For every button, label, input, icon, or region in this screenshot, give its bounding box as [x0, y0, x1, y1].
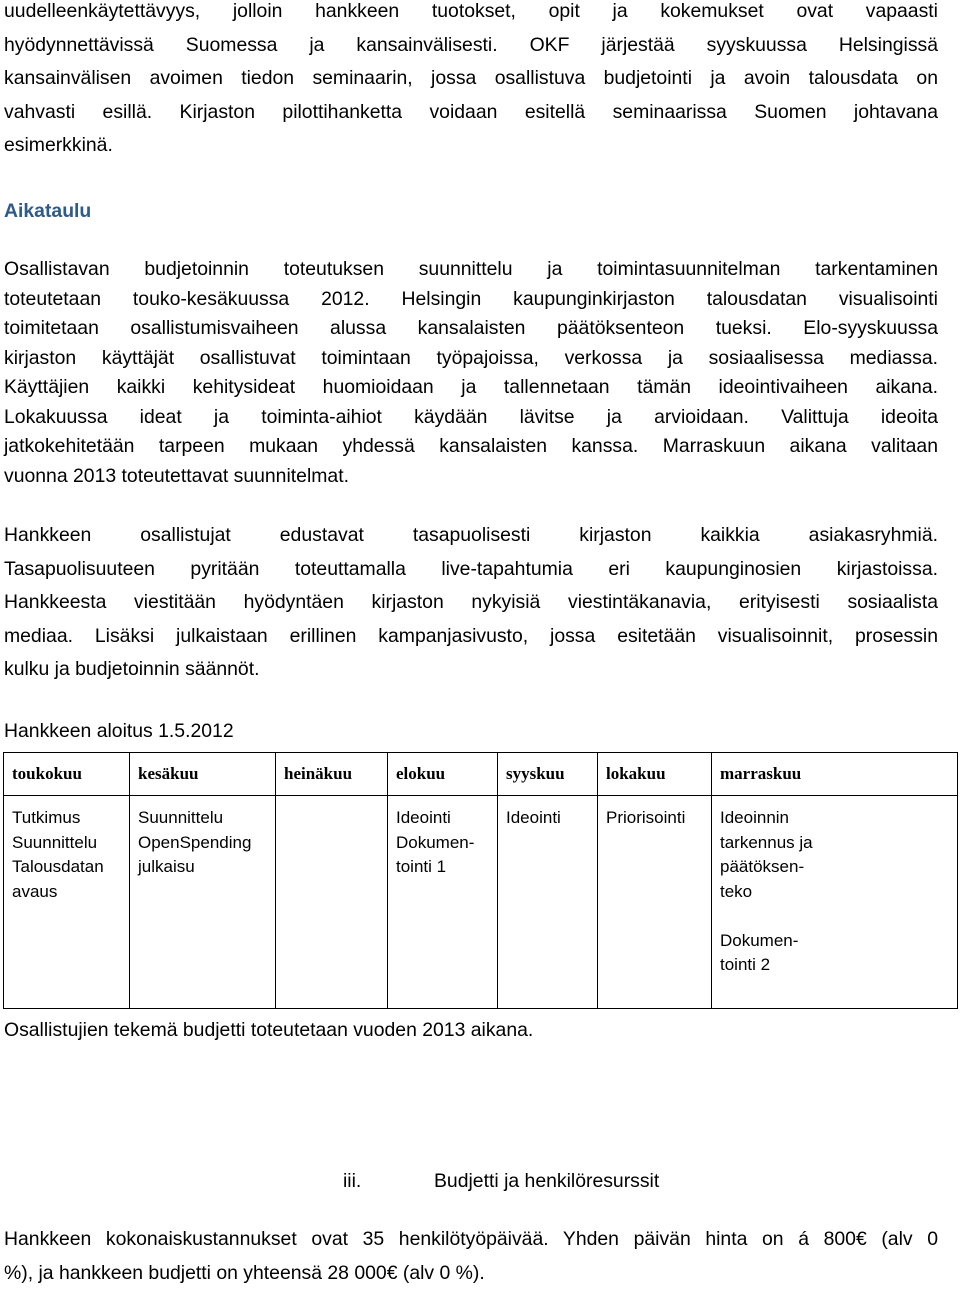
activity-text: Dokumen-: [720, 929, 949, 954]
schedule-table: [3, 752, 958, 1009]
text-line: esimerkkinä.: [4, 129, 938, 163]
text-line: jatkokehitetään tarpeen mukaan yhdessä kansalaisten kanssa. Marraskuun aikana valitaan: [4, 430, 938, 464]
activity-text: tointi 2: [720, 953, 949, 978]
activity-cell: [130, 796, 276, 1009]
text-line: hyödynnettävissä Suomessa ja kansainvälisesti. OKF järjestää syyskuussa Helsingissä: [4, 29, 938, 63]
section-title: Budjetti ja henkilöresurssit: [434, 1170, 659, 1192]
aikataulu-paragraph: [4, 253, 938, 493]
text-line: Hankkeesta viestitään hyödyntäen kirjaston nykyisiä viestintäkanavia, erityisesti sosiaalista: [4, 586, 938, 620]
month-header: kesäkuu: [130, 753, 276, 796]
spacer: [720, 904, 949, 929]
activity-text: Suunnittelu: [12, 831, 121, 856]
activity-text: julkaisu: [138, 855, 267, 880]
activity-cell: [388, 796, 498, 1009]
activity-text: teko: [720, 880, 949, 905]
activity-text: Talousdatan: [12, 855, 121, 880]
activity-text: Ideoinnin: [720, 806, 949, 831]
text-line: vuonna 2013 toteutettavat suunnitelmat.: [4, 460, 938, 494]
text-line: Hankkeen kokonaiskustannukset ovat 35 henkilötyöpäivää. Yhden päivän hinta on á 800€ (alv 0: [4, 1223, 938, 1257]
schedule-header-row: [4, 753, 958, 796]
month-header: toukokuu: [4, 753, 130, 796]
text-line: Hankkeen osallistujat edustavat tasapuolisesti kirjaston kaikkia asiakasryhmiä.: [4, 519, 938, 553]
schedule-activity-row: [4, 796, 958, 1009]
text-line: kirjaston käyttäjät osallistuvat toimintaan työpajoissa, verkossa ja sosiaalisessa mediassa.: [4, 342, 938, 376]
activity-text: Ideointi: [396, 806, 489, 831]
activity-text: Tutkimus: [12, 806, 121, 831]
text-line: kansainvälisen avoimen tiedon seminaarin, jossa osallistuva budjetointi ja avoin talousdata on: [4, 62, 938, 96]
budget-paragraph: [4, 1223, 938, 1290]
activity-text: OpenSpending: [138, 831, 267, 856]
text-line: mediaa. Lisäksi julkaistaan erillinen kampanjasivusto, jossa esitetään visualisoinnit, prosessin: [4, 620, 938, 654]
section-number: iii.: [343, 1166, 434, 1196]
text-line: vahvasti esillä. Kirjaston pilottihanketta voidaan esitellä seminaarissa Suomen johtavana: [4, 96, 938, 130]
text-line: Käyttäjien kaikki kehitysideat huomioidaan ja tallennetaan tämän ideointivaiheen aikana.: [4, 371, 938, 405]
month-header: heinäkuu: [276, 753, 388, 796]
text-line: uudelleenkäytettävyys, jolloin hankkeen tuotokset, opit ja kokemukset ovat vapaasti: [4, 0, 938, 29]
text-line: Tasapuolisuuteen pyritään toteuttamalla live-tapahtumia eri kaupunginosien kirjastoissa.: [4, 553, 938, 587]
activity-cell-empty: [276, 796, 388, 1009]
month-header: marraskuu: [712, 753, 958, 796]
activity-text: Ideointi: [506, 806, 589, 831]
text-line: toimitetaan osallistumisvaiheen alussa kansalaisten päätöksenteon tueksi. Elo-syyskuussa: [4, 312, 938, 346]
activity-text: avaus: [12, 880, 121, 905]
activity-text: Dokumen-: [396, 831, 489, 856]
section-heading-budget: [343, 1166, 659, 1196]
activity-cell: [712, 796, 958, 1009]
month-header: elokuu: [388, 753, 498, 796]
month-header: lokakuu: [598, 753, 712, 796]
text-line: kulku ja budjetoinnin säännöt.: [4, 653, 938, 687]
text-line: Lokakuussa ideat ja toiminta-aihiot käydään lävitse ja arvioidaan. Valittuja ideoita: [4, 401, 938, 435]
intro-paragraph: [4, 0, 938, 163]
section-heading-aikataulu: Aikataulu: [4, 195, 91, 229]
month-header: syyskuu: [498, 753, 598, 796]
budget-note: Osallistujien tekemä budjetti toteutetaan vuoden 2013 aikana.: [4, 1014, 533, 1048]
text-line: Osallistavan budjetoinnin toteutuksen suunnittelu ja toimintasuunnitelman tarkentaminen: [4, 253, 938, 287]
activity-cell: [498, 796, 598, 1009]
text-line: %), ja hankkeen budjetti on yhteensä 28 000€ (alv 0 %).: [4, 1257, 938, 1290]
activity-text: Suunnittelu: [138, 806, 267, 831]
project-start-label: Hankkeen aloitus 1.5.2012: [4, 715, 234, 749]
activity-text: päätöksen-: [720, 855, 949, 880]
activity-text: Priorisointi: [606, 806, 703, 831]
text-line: toteutetaan touko-kesäkuussa 2012. Helsingin kaupunginkirjaston talousdatan visualisointi: [4, 283, 938, 317]
activity-cell: [4, 796, 130, 1009]
activity-text: tarkennus ja: [720, 831, 949, 856]
activity-text: tointi 1: [396, 855, 489, 880]
participants-paragraph: [4, 519, 938, 687]
activity-cell: [598, 796, 712, 1009]
